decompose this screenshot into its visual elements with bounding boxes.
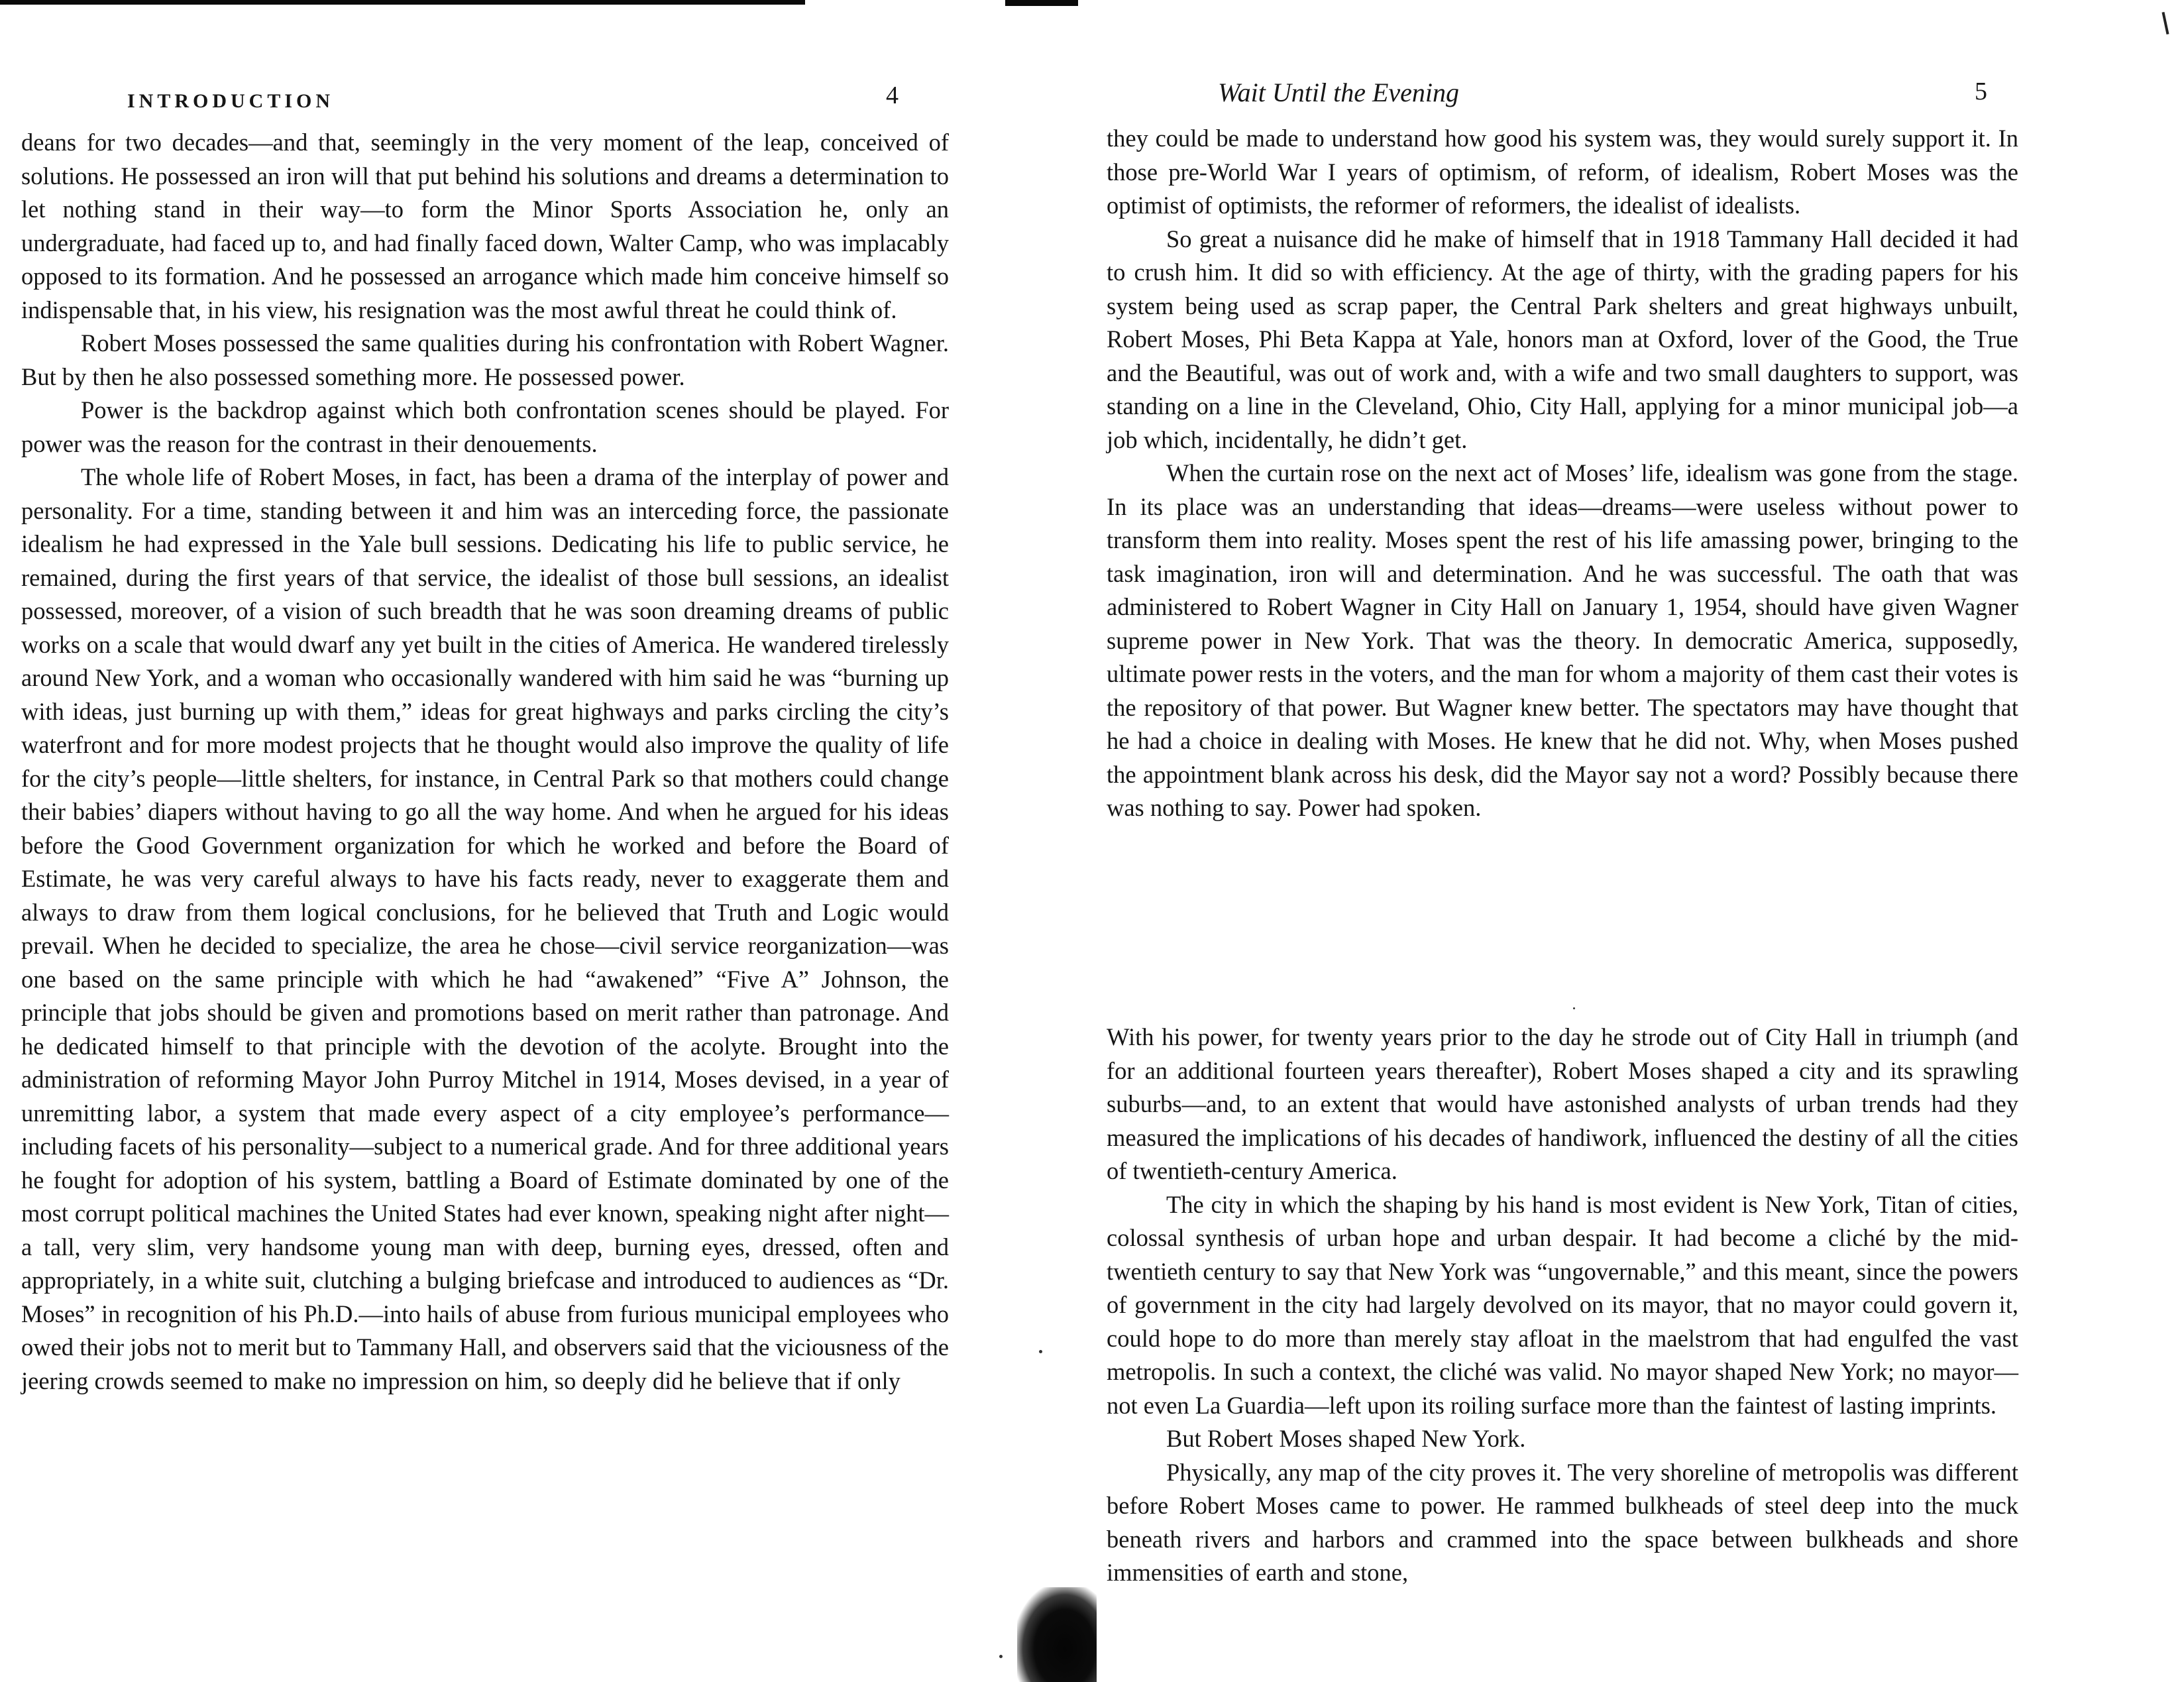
paragraph: Robert Moses possessed the same qualities during his confrontation with Robert Wagner. But by then he also possessed something more. He possessed power. xyxy=(21,329,949,390)
paragraph: So great a nuisance did he make of himself that in 1918 Tammany Hall decided it had to crush him. It did so with efficiency. At the age of thirty, with the grading papers for his system being used as scrap paper, the Central Park shelters and great highways unbuilt, Robert Moses, Phi Beta Kappa at Yale, honors man at Oxford, lover of the Good, the True and the Beautiful, was out of work and, with a wife and two small daughters to support, was standing on a line in the Cleveland, Ohio, City Hall, applying for a minor municipal job—a job which, incidentally, he didn’t get. xyxy=(1107,225,2018,453)
paragraph: But Robert Moses shaped New York. xyxy=(1166,1425,1526,1452)
scan-edge-mark xyxy=(2162,12,2169,34)
right-page-body-section-two xyxy=(1107,1021,2018,1590)
left-page xyxy=(21,0,949,1682)
scan-speck xyxy=(1039,1350,1042,1353)
right-running-head xyxy=(1107,74,2018,114)
scan-speck xyxy=(999,1655,1003,1658)
paragraph: they could be made to understand how good his system was, they would surely support it. In those pre-World War I years of optimism, of reform, of idealism, Robert Moses was the optimist of optimists, the reformer of reformers, the idealist of idealists. xyxy=(1107,125,2018,219)
running-head-title: Wait Until the Evening xyxy=(1218,78,1460,107)
left-running-head xyxy=(21,74,949,114)
right-page xyxy=(1107,0,2018,1682)
page-number: 5 xyxy=(1975,78,1987,105)
page-number: 4 xyxy=(886,82,899,109)
left-page-body xyxy=(21,126,949,1398)
paragraph: When the curtain rose on the next act of Moses’ life, idealism was gone from the stage. In its place was an understanding that ideas—dreams—were useless without power to transform them into reality. Moses spent the rest of his life amassing power, bringing to the task imagination, iron will and determination. And he was successful. The oath that was administered to Robert Wagner in City Hall on January 1, 1954, should have given Wagner supreme power in New York. That was the theory. In democratic America, supposedly, ultimate power rests in the voters, and the man for whom a majority of them cast their votes is the repository of that power. But Wagner knew better. The spectators may have thought that he had a choice in dealing with Moses. He knew that he did not. Why, when Moses pushed the appointment blank across his desk, did the Mayor say not a word? Possibly because there was nothing to say. Power had spoken. xyxy=(1107,459,2018,821)
paragraph: With his power, for twenty years prior to the day he strode out of City Hall in triumph (and for an additional fourteen years thereafter), Robert Moses shaped a city and its sprawling suburbs—and, to an extent that would have astonished analysts of urban trends had they measured the implications of his decades of handiwork, influenced the destiny of all the cities of twentieth-century America. xyxy=(1107,1023,2018,1184)
paragraph: deans for two decades—and that, seemingly in the very moment of the leap, conceived of solutions. He possessed an iron will that put behind his solutions and dreams a determination to let nothing stand in their way—to form the Minor Sports Association he, only an undergraduate, had faced up to, and had finally faced down, Walter Camp, who was implacably opposed to its formation. And he possessed an arrogance which made him conceive himself so indispensable that, in his view, his resignation was the most awful threat he could think of. xyxy=(21,129,949,323)
scan-speck xyxy=(1573,1007,1575,1009)
scan-edge-top-right xyxy=(1005,0,1078,6)
paragraph: The city in which the shaping by his hand is most evident is New York, Titan of cities, colossal synthesis of urban hope and urban despair. It had become a cliché by the mid-twentieth century to say that New York was “ungovernable,” and this meant, since the powers of government in the city had largely devolved on its mayor, that no mayor could govern it, could hope to do more than merely stay afloat in the maelstrom that had engulfed the vast metropolis. In such a context, the cliché was valid. No mayor shaped New York; no mayor—not even La Guardia—left upon its roiling surface more than the faintest of lasting imprints. xyxy=(1107,1190,2018,1419)
running-head-title: INTRODUCTION xyxy=(127,90,335,112)
ink-blot xyxy=(1017,1587,1097,1682)
paragraph: Physically, any map of the city proves it. The very shoreline of metropolis was different before Robert Moses came to power. He rammed bulkheads of steel deep into the muck beneath rivers and harbors and crammed into the space between bulkheads and shore immensities of earth and stone, xyxy=(1107,1458,2018,1586)
right-page-body-section-one xyxy=(1107,122,2018,825)
paragraph: Power is the backdrop against which both confrontation scenes should be played. For power was the reason for the contrast in their denouements. xyxy=(21,396,949,457)
paragraph: The whole life of Robert Moses, in fact, has been a drama of the interplay of power and personality. For a time, standing between it and him was an interceding force, the passionate idealism he had expressed in the Yale bull sessions. Dedicating his life to public service, he remained, during the first years of that service, the idealist of those bull sessions, an idealist possessed, moreover, of a vision of such breadth that he was soon dreaming dreams of public works on a scale that would dwarf any yet built in the cities of America. He wandered tirelessly around New York, and a woman who occasionally wandered with him said he was “burning up with ideas, just burning up with them,” ideas for great highways and parks circling the city’s waterfront and for more modest projects that he thought would also improve the quality of life for the city’s people—little shelters, for instance, in Central Park so that mothers could change their babies’ diapers without having to go all the way home. And when he argued for his ideas before the Good Government organization for which he worked and before the Board of Estimate, he was very careful always to have his facts ready, never to exaggerate them and always to draw from them logical conclusions, for he believed that Truth and Logic would prevail. When he decided to specialize, the area he chose—civil service reorganization—was one based on the same principle with which he had “awakened” “Five A” Johnson, the principle that jobs should be given and promotions based on merit rather than patronage. And he dedicated himself to that principle with the devotion of the acolyte. Brought into the administration of reforming Mayor John Purroy Mitchel in 1914, Moses devised, in a year of unremitting labor, a system that made every aspect of a city employee’s performance—including facets of his personality—subject to a numerical grade. And for three additional years he fought for adoption of his system, battling a Board of Estimate dominated by one of the most corrupt political machines the United States had ever known, speaking night after night—a tall, very slim, very handsome young man with deep, burning eyes, dressed, often and appropriately, in a white suit, clutching a bulging briefcase and introduced to audiences as “Dr. Moses” in recognition of his Ph.D.—into hails of abuse from furious municipal employees who owed their jobs not to merit but to Tammany Hall, and observers said that the viciousness of the jeering crowds seemed to make no impression on him, so deeply did he believe that if only xyxy=(21,463,949,1394)
